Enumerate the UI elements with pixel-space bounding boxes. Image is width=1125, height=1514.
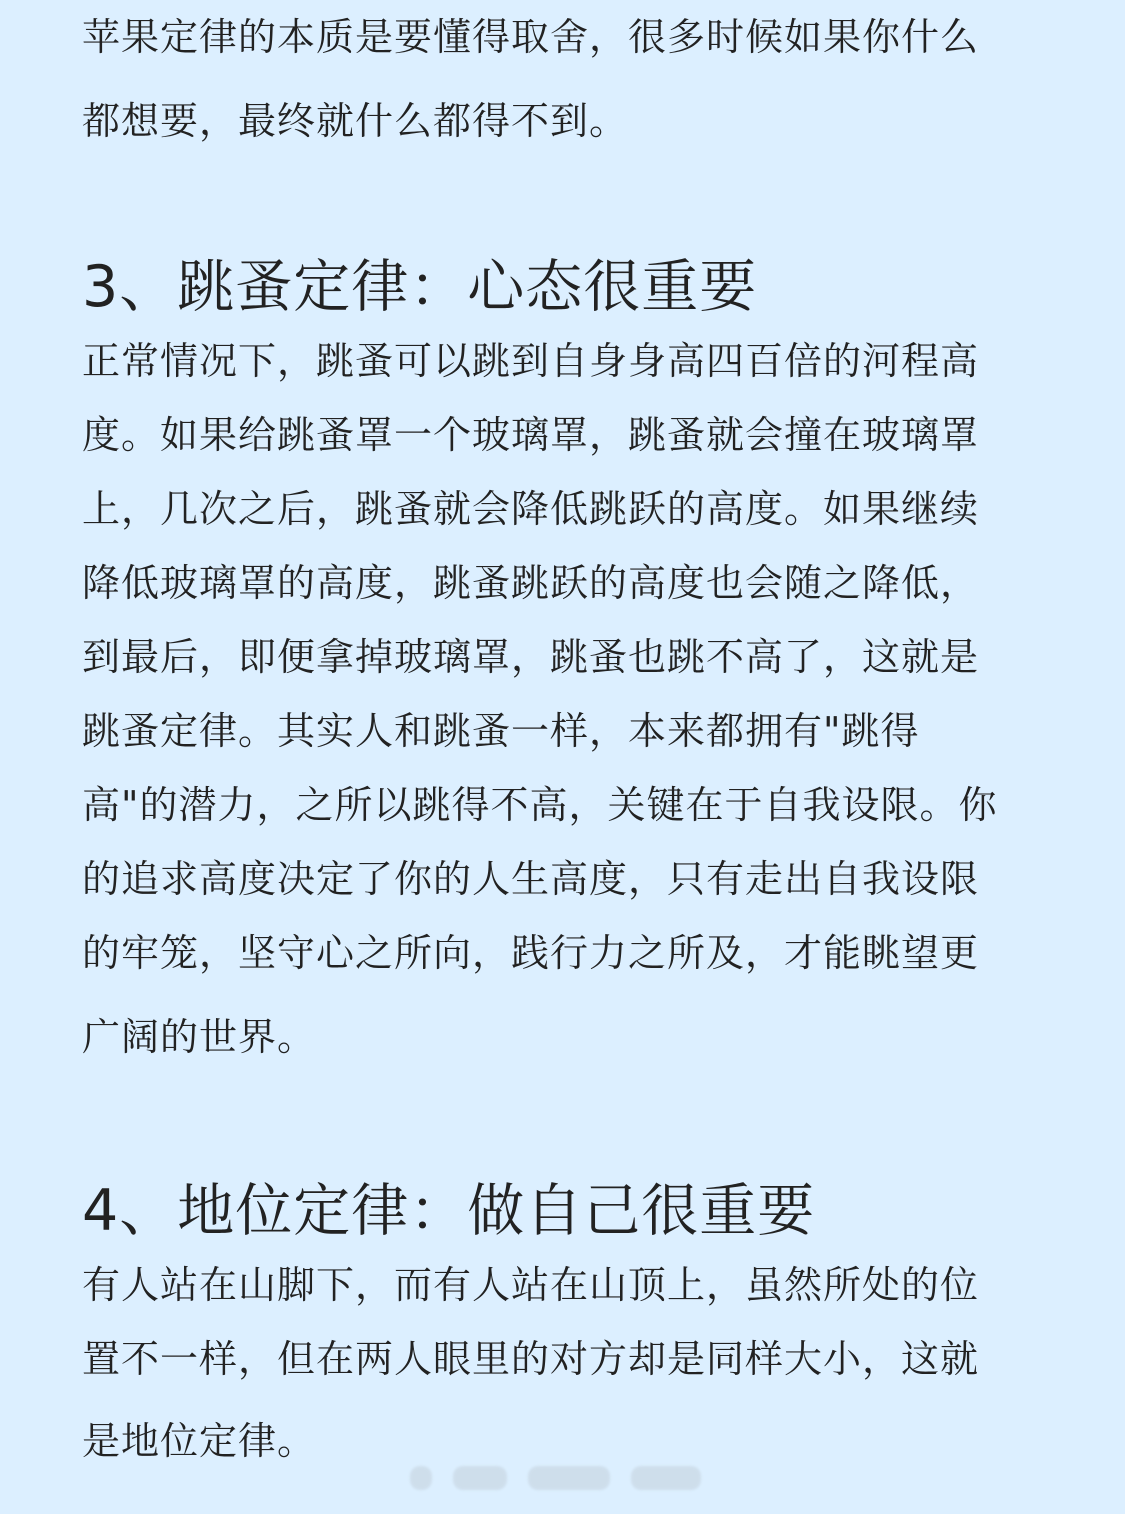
flea-law-line-6: 跳蚤定律。其实人和跳蚤一样，本来都拥有"跳得	[82, 709, 920, 753]
status-law-paragraph	[82, 1248, 1032, 1478]
flea-law-line-8: 的追求高度决定了你的人生高度，只有走出自我设限	[82, 857, 980, 901]
flea-law-line-1: 正常情况下，跳蚤可以跳到自身身高四百倍的河程高	[82, 339, 980, 383]
flea-law-paragraph	[82, 324, 1032, 1074]
flea-law-line-4: 降低玻璃罩的高度，跳蚤跳跃的高度也会随之降低，	[82, 561, 980, 605]
status-law-line-2: 置不一样，但在两人眼里的对方却是同样大小，这就	[82, 1337, 980, 1381]
flea-law-line-9: 的牢笼，坚守心之所向，践行力之所及，才能眺望更	[82, 931, 980, 975]
flea-law-line-3: 上，几次之后，跳蚤就会降低跳跃的高度。如果继续	[82, 487, 980, 531]
section-heading-status-law: 4、地位定律：做自己很重要	[82, 1178, 816, 1244]
article-content	[82, 0, 1032, 1478]
flea-law-line-2: 度。如果给跳蚤罩一个玻璃罩，跳蚤就会撞在玻璃罩	[82, 413, 980, 457]
intro-line-2: 都想要，最终就什么都得不到。	[82, 99, 629, 143]
flea-law-line-10: 广阔的世界。	[82, 1015, 317, 1059]
section-heading-flea-law: 3、跳蚤定律：心态很重要	[82, 254, 758, 320]
flea-law-line-7: 高"的潜力，之所以跳得不高，关键在于自我设限。你	[82, 783, 998, 827]
status-law-line-1: 有人站在山脚下，而有人站在山顶上，虽然所处的位	[82, 1263, 980, 1307]
flea-law-line-5: 到最后，即便拿掉玻璃罩，跳蚤也跳不高了，这就是	[82, 635, 980, 679]
intro-paragraph	[82, 0, 1032, 158]
intro-line-1: 苹果定律的本质是要懂得取舍，很多时候如果你什么	[82, 15, 980, 59]
status-law-line-3: 是地位定律。	[82, 1419, 317, 1463]
